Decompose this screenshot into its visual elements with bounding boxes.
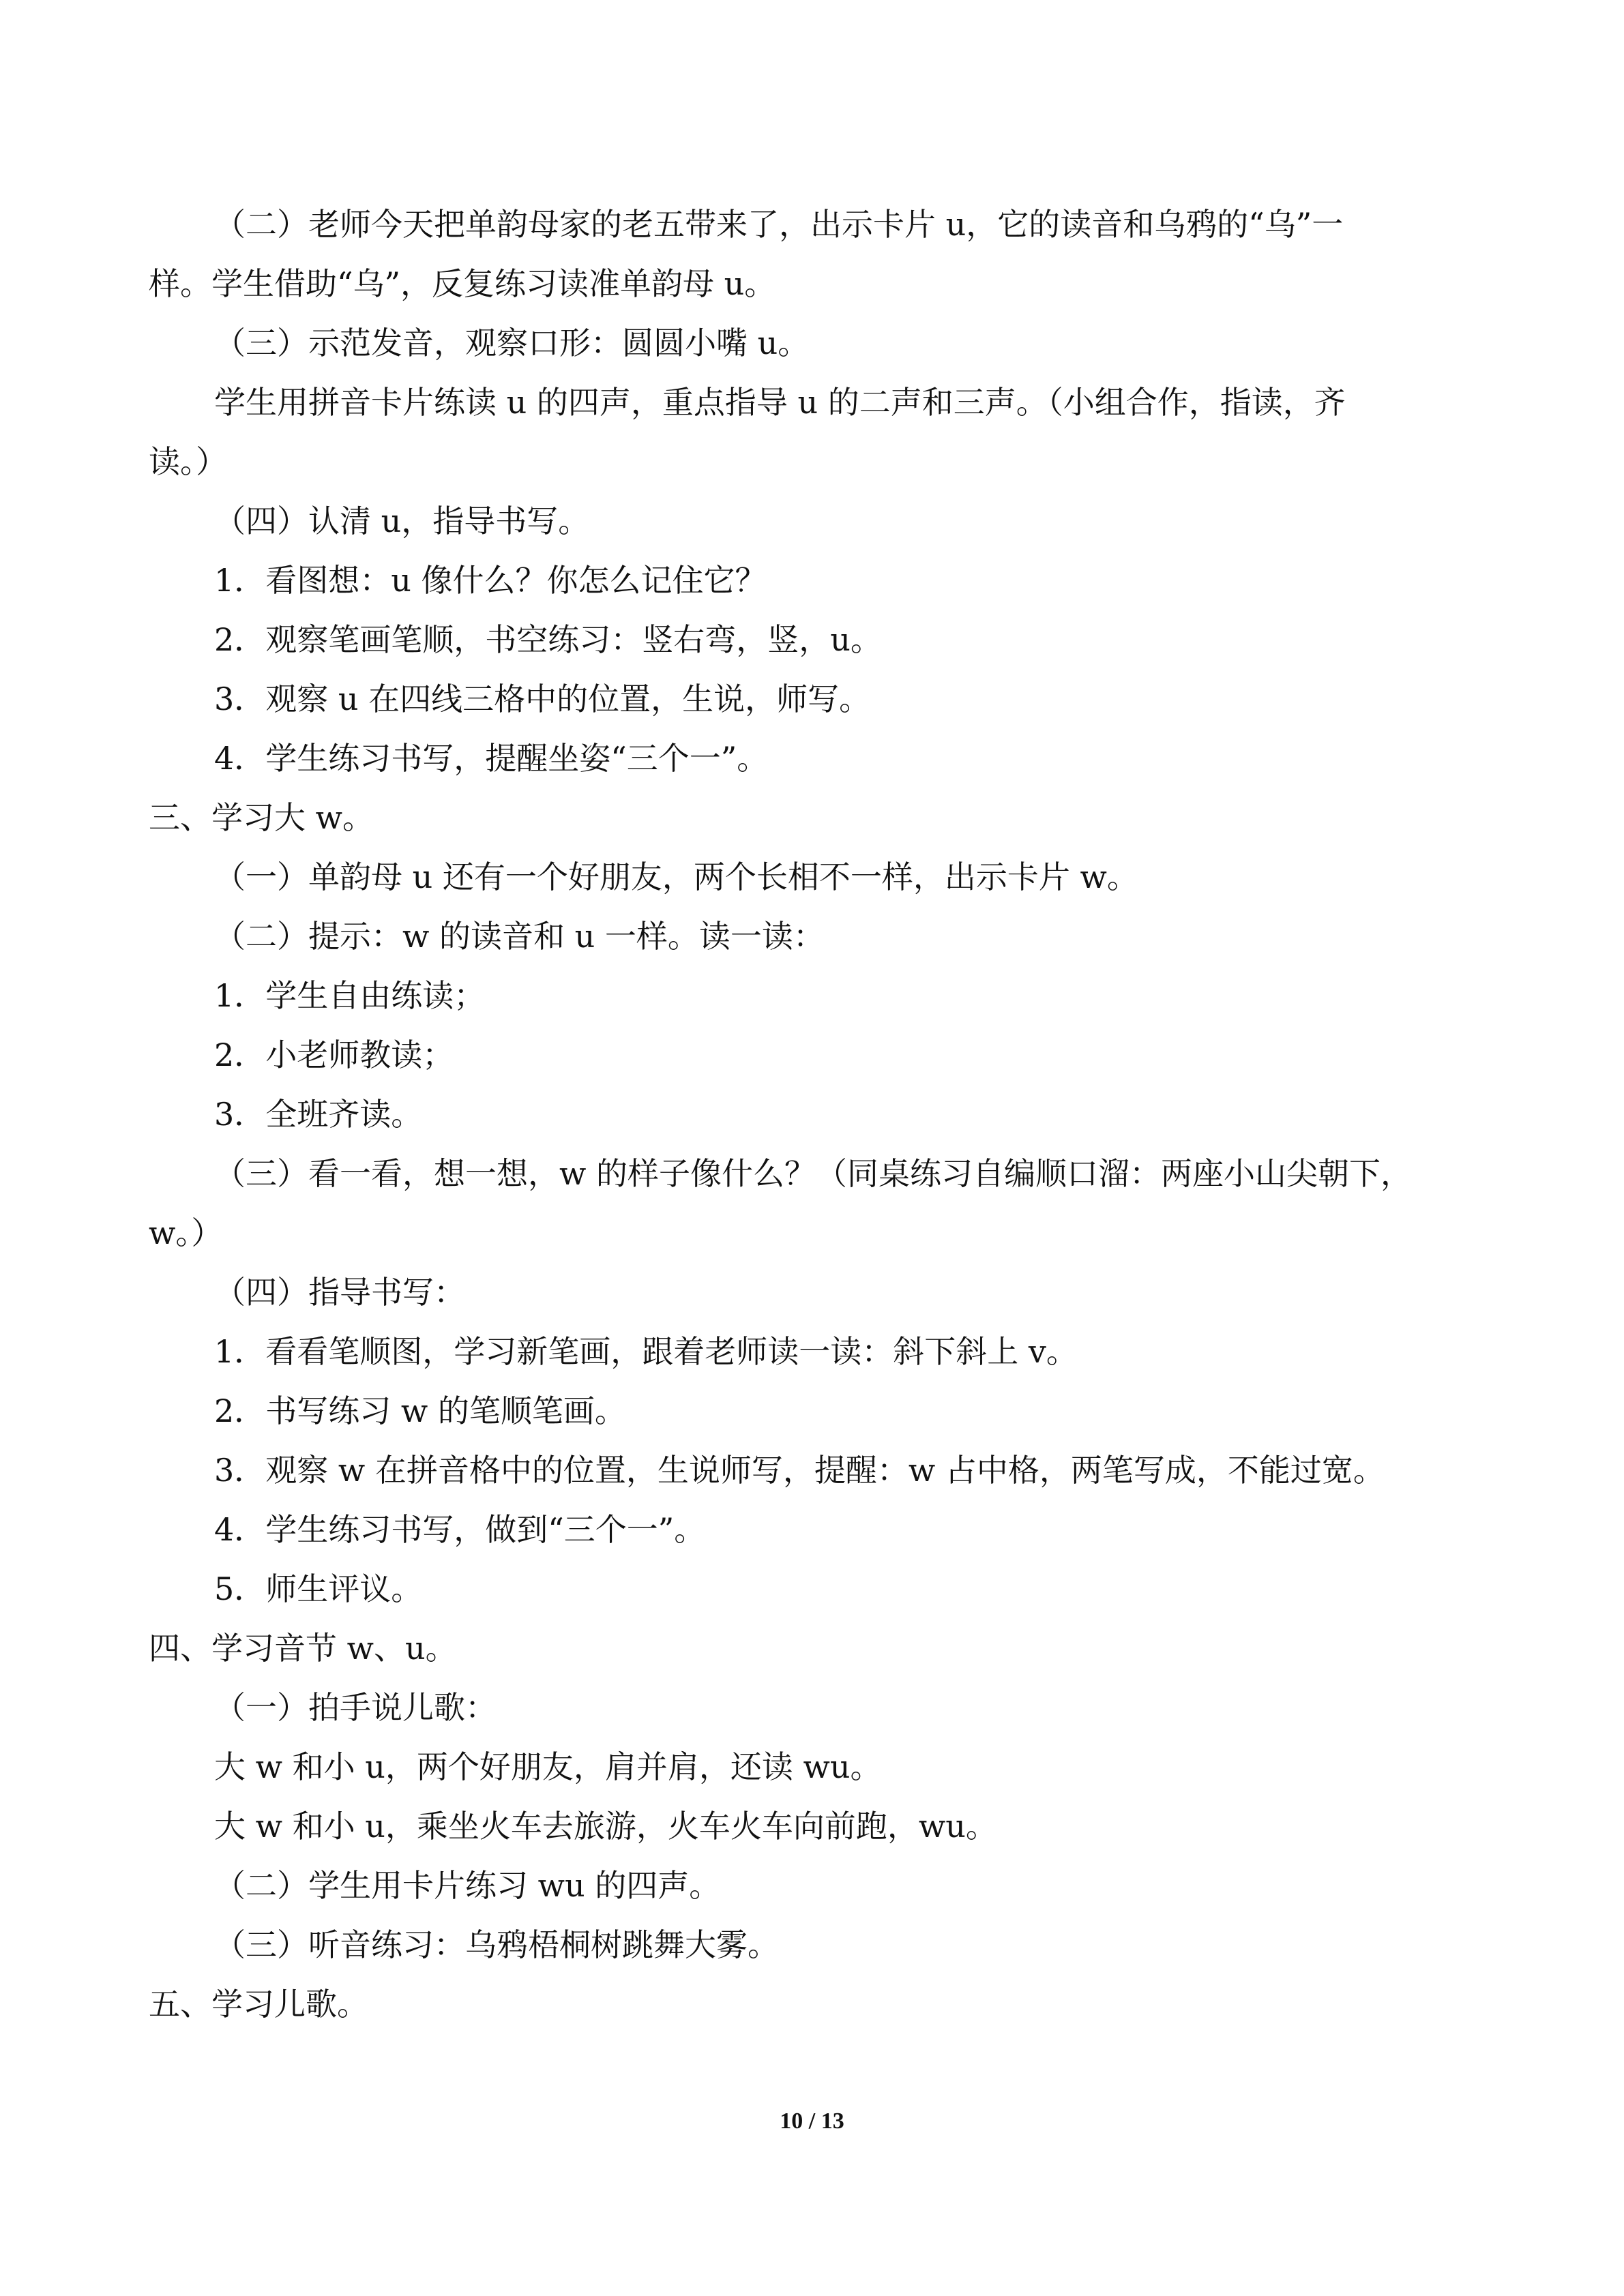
text-line: 大 w 和小 u，乘坐火车去旅游，火车火车向前跑，wu。 [214,1808,997,1845]
text-line: （三）听音练习：乌鸦梧桐树跳舞大雾。 [214,1926,779,1963]
text-line: 1．学生自由练读； [214,977,486,1014]
page-number: 10 / 13 [780,2108,844,2134]
text-line: 四、学习音节 w、u。 [149,1630,457,1667]
text-line: 三、学习大 w。 [149,799,374,836]
text-line: 学生用拼音卡片练读 u 的四声，重点指导 u 的二声和三声。（小组合作，指读，齐 [214,384,1346,421]
document-body [149,205,1472,2044]
text-line: （三）示范发音，观察口形：圆圆小嘴 u。 [214,325,810,361]
text-line: （二）学生用卡片练习 wu 的四声。 [214,1867,721,1904]
text-line: 4．学生练习书写，提醒坐姿“三个一”。 [214,740,769,777]
text-line: 3．观察 u 在四线三格中的位置，生说，师写。 [214,681,871,717]
text-line: 大 w 和小 u，两个好朋友，肩并肩，还读 wu。 [214,1748,882,1785]
text-line: （二）提示：w 的读音和 u 一样。读一读： [214,918,825,955]
text-line: 2．观察笔画笔顺，书空练习：竖右弯，竖，u。 [214,621,882,658]
text-line: 1．看图想：u 像什么？你怎么记住它？ [214,562,767,599]
text-line: （四）指导书写： [214,1274,465,1311]
text-line: 4．学生练习书写，做到“三个一”。 [214,1511,706,1548]
text-line: 五、学习儿歌。 [149,1986,368,2023]
text-line: （一）单韵母 u 还有一个好朋友，两个长相不一样，出示卡片 w。 [214,859,1138,895]
text-line: （二）老师今天把单韵母家的老五带来了，出示卡片 u，它的读音和乌鸦的“乌”一 [214,206,1344,243]
text-line: w。） [149,1214,223,1251]
text-line: （三）看一看，想一想，w 的样子像什么？（同桌练习自编顺口溜：两座小山尖朝下， [214,1155,1412,1192]
text-line: （四）认清 u，指导书写。 [214,503,590,539]
text-line: 样。学生借助“乌”，反复练习读准单韵母 u。 [149,265,776,302]
text-line: 3．观察 w 在拼音格中的位置，生说师写，提醒：w 占中格，两笔写成，不能过宽。 [214,1452,1385,1489]
text-line: （一）拍手说儿歌： [214,1689,497,1726]
text-line: 1．看看笔顺图，学习新笔画，跟着老师读一读：斜下斜上 v。 [214,1333,1078,1370]
text-line: 2．小老师教读； [214,1037,454,1073]
text-line: 3．全班齐读。 [214,1096,423,1133]
text-line: 读。） [149,443,227,480]
text-line: 5．师生评议。 [214,1570,423,1607]
text-line: 2．书写练习 w 的笔顺笔画。 [214,1392,626,1429]
